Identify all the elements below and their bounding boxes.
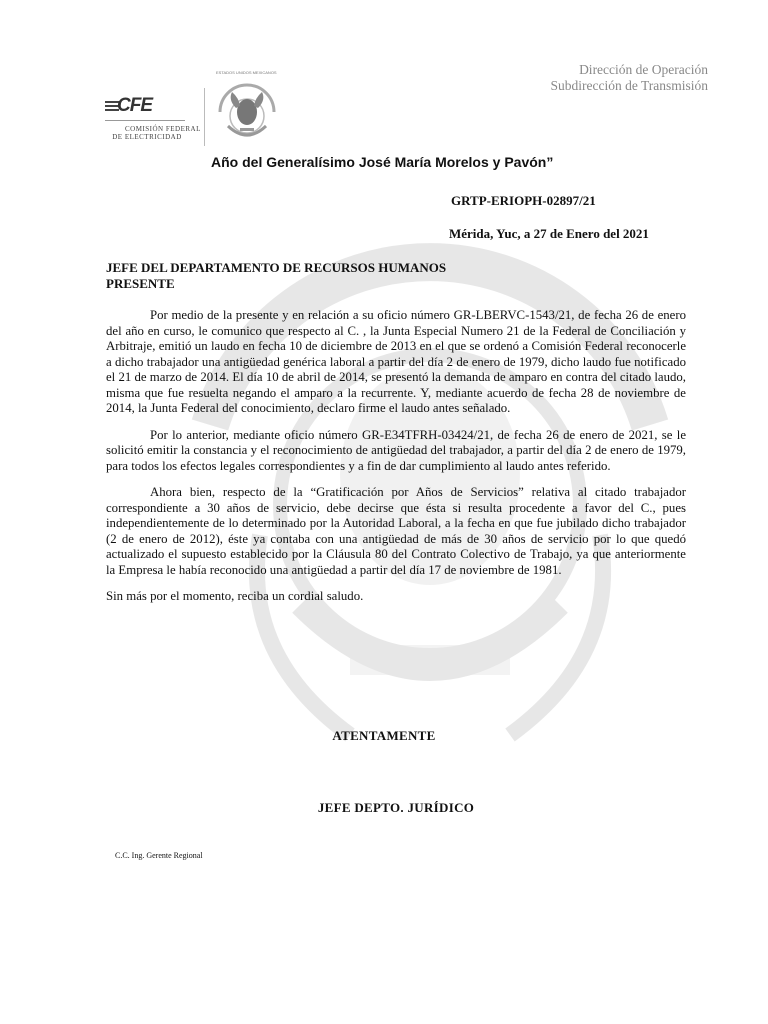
logo-divider: [204, 88, 205, 146]
cfe-wordmark: CFE: [117, 95, 152, 116]
addressee-presente: PRESENTE: [106, 276, 175, 291]
department-heading: [551, 62, 709, 94]
closing-salutation: ATENTAMENTE: [332, 728, 436, 743]
date-line: Mérida, Yuc, a 27 de Enero del 2021: [449, 226, 649, 241]
subdireccion-line: Subdirección de Transmisión: [550, 78, 708, 93]
cc-line: C.C. Ing. Gerente Regional: [115, 851, 203, 860]
direccion-line: Dirección de Operación: [579, 62, 708, 77]
org-name-line1: COMISIÓN FEDERAL: [125, 125, 201, 133]
addressee-title: JEFE DEL DEPARTAMENTO DE RECURSOS HUMANOS: [106, 260, 447, 275]
signer-title: JEFE DEPTO. JURÍDICO: [317, 800, 475, 815]
paragraph-closing: Sin más por el momento, reciba un cordial saludo.: [106, 589, 364, 603]
reference-number: GRTP-ERIOPH-02897/21: [451, 193, 596, 208]
addressee: [106, 260, 446, 292]
letter-body: [106, 308, 686, 616]
paragraph-3: Ahora bien, respecto de la “Gratificación por Años de Servicios” relativa al citado trabajador correspondiente a 30 años de servicio, debe decirse que ésta si resulta procedente a favor del C., pues independientemente de lo determinado por la Autoridad Laboral, a la fecha en que fue jubilado dicho trabajador (2 de enero de 2012), éste ya contaba con una antigüedad de más de 30 años de servicio por lo que quedó actualizado el supuesto establecido por la Cláusula 80 del Contrato Colectivo de Trabajo, ya que anteriormente la Empresa le había reconocido una antigüedad a partir del día 17 de noviembre de 1981.: [106, 485, 686, 577]
year-title: Año del Generalísimo José María Morelos y Pavón”: [211, 154, 554, 170]
paragraph-1: Por medio de la presente y en relación a su oficio número GR-LBERVC-1543/21, de fecha 26 de enero del año en curso, le comunico que respecto al C. , la Junta Especial Numero 21 de la Federal de Conciliación y Arbitraje, emitió un laudo en fecha 10 de diciembre de 2013 en el que se ordenó a Comisión Federal reconocerle a dicho trabajador una antigüedad genérica laboral a partir del día 2 de enero de 1979, dicho laudo fue notificado el 21 de marzo de 2014. El día 10 de abril de 2014, se presentó la demanda de amparo en contra del citado laudo, misma que fue resuelta negando el amparo a la recurrente. Y, mediante acuerdo de fecha 28 de noviembre de 2014, la Junta Federal del conocimiento, declaro firme el laudo antes señalado.: [106, 308, 686, 415]
logo-rule: [105, 120, 185, 121]
cfe-logo: [105, 95, 200, 147]
seal-caption: ESTADOS UNIDOS MEXICANOS: [216, 70, 277, 75]
org-name-line2: DE ELECTRICIDAD: [112, 133, 182, 141]
coat-of-arms-icon: [212, 78, 282, 150]
paragraph-2: Por lo anterior, mediante oficio número GR-E34TFRH-03424/21, de fecha 26 de enero de 2021, se le solicitó emitir la constancia y el reconocimiento de antigüedad del trabajador, a partir del día 2 de enero de 1979, para todos los efectos legales correspondientes y a fin de dar cumplimiento al laudo antes referido.: [106, 427, 686, 473]
